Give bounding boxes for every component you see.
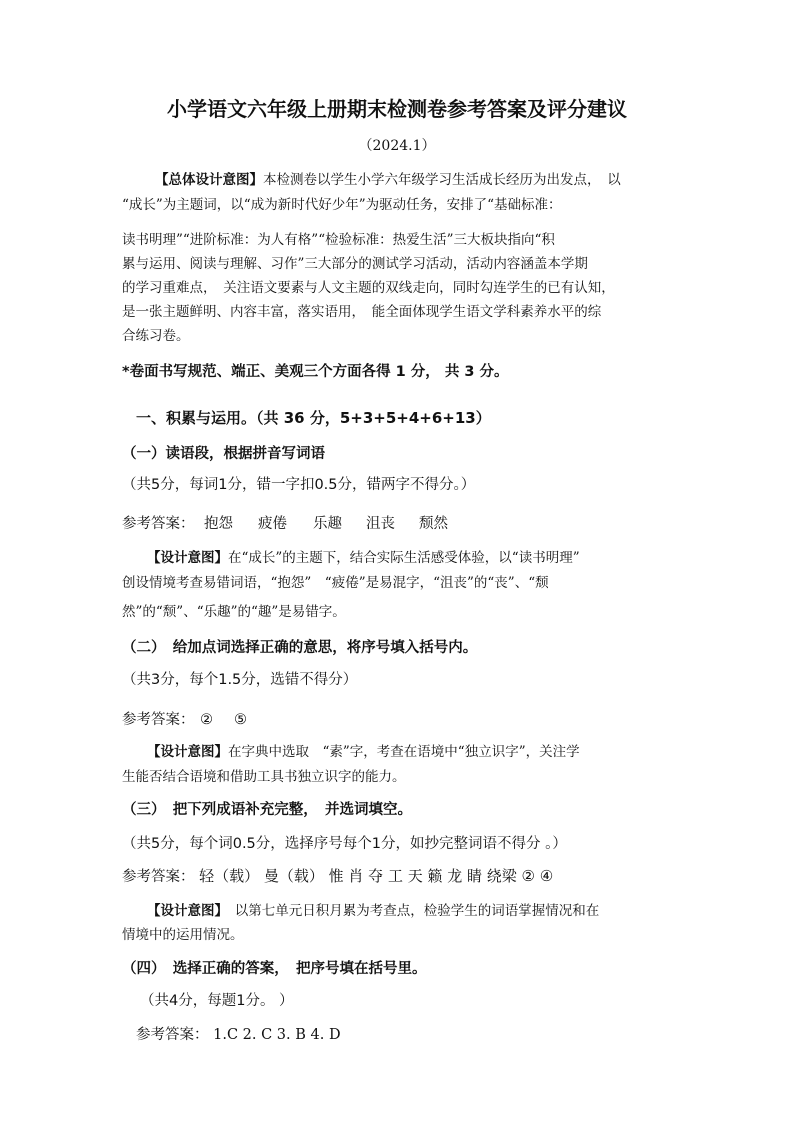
q2-design-line-1 [147, 742, 580, 762]
intent-paragraph-line-5: 的学习重难点， 关注语文要素与人文主题的双线走向，同时勾连学生的已有认知， [122, 280, 615, 296]
q2-answer-label: 参考答案： [122, 712, 195, 728]
q1-design-line-3: 然”的“颓”、“乐趣”的“趣”是易错字。 [122, 604, 346, 620]
q3-answer-text: 轻（载） 曼（载） 惟 肖 夺 工 天 籁 龙 睛 绕梁 ② ④ [199, 867, 554, 885]
q4-answer-text: 1.C 2. C 3. B 4. D [213, 1027, 341, 1043]
q2-title: （二） 给加点词选择正确的意思，将序号填入括号内。 [122, 640, 478, 656]
q3-answer-label: 参考答案： [122, 869, 195, 885]
q4-answer-label: 参考答案： [136, 1027, 209, 1043]
intent-paragraph-line-3: 读书明理”“进阶标准：为人有格”“检验标准：热爱生活”三大板块指向“积 [122, 232, 555, 248]
q1-design-line-1 [147, 548, 580, 568]
q2-design-text-1: 在字典中选取 “素”字，考查在语境中“独立识字”，关注学 [228, 744, 580, 760]
q1-design-line-2: 创设情境考查易错词语，“抱怨” “疲倦”是易混字，“沮丧”的“丧”、“颓 [122, 575, 549, 591]
intent-paragraph-line-6: 是一张主题鲜明、内容丰富，落实语用， 能全面体现学生语文学科素养水平的综 [122, 304, 602, 320]
handwriting-note: *卷面书写规范、端正、美观三个方面各得 1 分， 共 3 分。 [122, 364, 509, 380]
q3-design-label: 【设计意图】 [147, 903, 222, 919]
q2-design-label: 【设计意图】 [147, 744, 228, 760]
q1-answer-4: 沮丧 [366, 516, 395, 532]
q1-design-text-1: 在“成长”的主题下，结合实际生活感受体验，以“读书明理” [228, 550, 580, 566]
q1-score: （共5分，每词1分，错一字扣0.5分，错两字不得分。） [122, 477, 476, 493]
q2-answer-1: ② [200, 712, 213, 728]
q3-answer-line [122, 866, 553, 887]
q3-design-line-2: 情境中的运用情况。 [122, 927, 244, 943]
q3-design-line-1 [147, 901, 599, 921]
q4-score: （共4分，每题1分。 ） [140, 993, 294, 1009]
q1-design-label: 【设计意图】 [147, 550, 228, 566]
intent-text-1: 本检测卷以学生小学六年级学习生活成长经历为出发点， 以 [263, 172, 621, 188]
q1-answer-5: 颓然 [419, 516, 448, 532]
intent-paragraph-line-1 [155, 170, 621, 190]
section-1-title: 一、积累与运用。（共 36 分，5+3+5+4+6+13） [136, 409, 491, 427]
q2-answer-2: ⑤ [234, 712, 247, 728]
q1-answer-3: 乐趣 [313, 516, 342, 532]
q2-score: （共3分，每个1.5分，选错不得分） [122, 672, 358, 688]
q3-design-text-1: 以第七单元日积月累为考查点，检验学生的词语掌握情况和在 [221, 903, 600, 919]
q2-design-line-2: 生能否结合语境和借助工具书独立识字的能力。 [122, 769, 406, 785]
document-date: （2024.1） [358, 138, 436, 154]
document-title: 小学语文六年级上册期末检测卷参考答案及评分建议 [167, 97, 627, 121]
q4-answer-line [136, 1025, 341, 1045]
q3-title: （三） 把下列成语补充完整， 并选词填空。 [122, 802, 412, 818]
q1-title: （一）读语段，根据拼音写词语 [122, 446, 325, 462]
intent-label: 【总体设计意图】 [155, 172, 263, 188]
q1-answer-label: 参考答案： [122, 516, 195, 532]
q1-answer-1: 抱怨 [204, 516, 233, 532]
q4-title: （四） 选择正确的答案， 把序号填在括号里。 [122, 961, 427, 977]
intent-paragraph-line-7: 合练习卷。 [122, 328, 190, 344]
intent-paragraph-line-2: “成长”为主题词，以“成为新时代好少年”为驱动任务，安排了“基础标准： [122, 197, 562, 213]
intent-paragraph-line-4: 累与运用、阅读与理解、习作”三大部分的测试学习活动，活动内容涵盖本学期 [122, 256, 588, 272]
q2-answer-line [122, 710, 247, 730]
q1-answer-2: 疲倦 [258, 516, 287, 532]
q3-score: （共5分，每个词0.5分，选择序号每个1分，如抄完整词语不得分 。） [122, 836, 567, 852]
q1-answer-line [122, 514, 448, 534]
